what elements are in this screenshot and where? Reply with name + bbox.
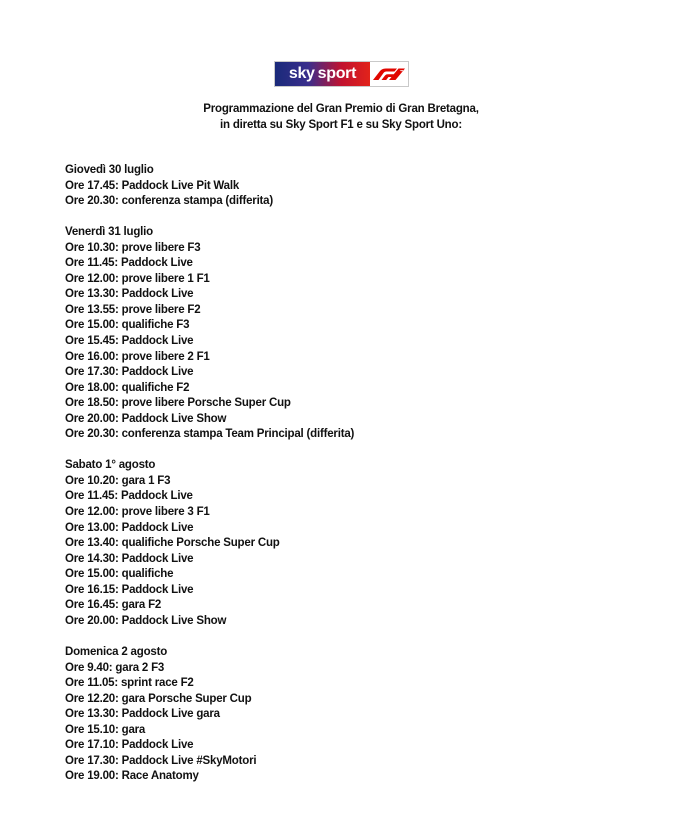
schedule-item: Ore 18.00: qualifiche F2 [65,381,190,394]
schedule-item: Ore 12.00: prove libere 3 F1 [65,506,210,519]
day-block-sunday [65,645,625,785]
schedule-item: Ore 13.30: Paddock Live [65,288,194,301]
heading-line-1: Programmazione del Gran Premio di Gran Bretagna, [203,103,479,115]
schedule-item: Ore 17.30: Paddock Live #SkyMotori [65,754,257,767]
schedule-item: Ore 15.10: gara [65,723,146,736]
schedule-item: Ore 11.45: Paddock Live [65,257,193,270]
schedule-item: Ore 20.00: Paddock Live Show [65,412,227,425]
schedule-item: Ore 9.40: gara 2 F3 [65,661,165,674]
schedule-item: Ore 12.00: prove libere 1 F1 [65,272,210,285]
schedule-item: Ore 11.05: sprint race F2 [65,677,194,690]
schedule-item: Ore 11.45: Paddock Live [65,490,193,503]
schedule-item: Ore 16.00: prove libere 2 F1 [65,350,210,363]
schedule-item: Ore 20.30: conferenza stampa Team Principal (differita) [65,428,355,441]
schedule-item: Ore 17.10: Paddock Live [65,739,194,752]
schedule-item: Ore 18.50: prove libere Porsche Super Cup [65,397,291,410]
schedule-item: Ore 20.30: conferenza stampa (differita) [65,195,274,208]
day-title: Giovedì 30 luglio [65,164,154,176]
schedule-item: Ore 14.30: Paddock Live [65,552,194,565]
day-title: Domenica 2 agosto [65,645,168,658]
schedule-item: Ore 17.45: Paddock Live Pit Walk [65,179,240,192]
schedule-item: Ore 19.00: Race Anatomy [65,770,199,783]
heading-line-2: in diretta su Sky Sport F1 e su Sky Sport Uno: [220,119,462,131]
schedule-item: Ore 13.30: Paddock Live gara [65,708,220,721]
schedule-item: Ore 16.45: gara F2 [65,599,162,612]
day-block-saturday [65,458,625,629]
schedule-item: Ore 16.15: Paddock Live [65,583,194,596]
day-block-friday [65,225,625,443]
programming-heading [0,101,682,133]
sky-sport-f1-logo [275,62,408,86]
schedule-item: Ore 12.20: gara Porsche Super Cup [65,692,252,705]
sport-brand-text: sport [317,65,357,82]
sky-sport-wordmark [275,62,370,86]
day-title: Sabato 1° agosto [65,459,156,472]
schedule-item: Ore 15.45: Paddock Live [65,335,194,348]
schedule-item: Ore 17.30: Paddock Live [65,366,194,379]
schedule-item: Ore 13.00: Paddock Live [65,521,194,534]
sky-brand-text: sky [288,65,315,82]
schedule-item: Ore 20.00: Paddock Live Show [65,614,227,627]
f1-logo-icon [370,62,408,86]
schedule-item: Ore 13.55: prove libere F2 [65,303,201,316]
schedule-item: Ore 10.30: prove libere F3 [65,241,201,254]
schedule-item: Ore 15.00: qualifiche [65,568,174,581]
broadcast-schedule [65,163,625,800]
f1-mark-svg [372,67,406,81]
schedule-item: Ore 13.40: qualifiche Porsche Super Cup [65,537,280,550]
schedule-item: Ore 15.00: qualifiche F3 [65,319,190,332]
schedule-item: Ore 10.20: gara 1 F3 [65,474,171,487]
day-title: Venerdì 31 luglio [65,226,153,239]
day-block-thursday [65,163,625,210]
